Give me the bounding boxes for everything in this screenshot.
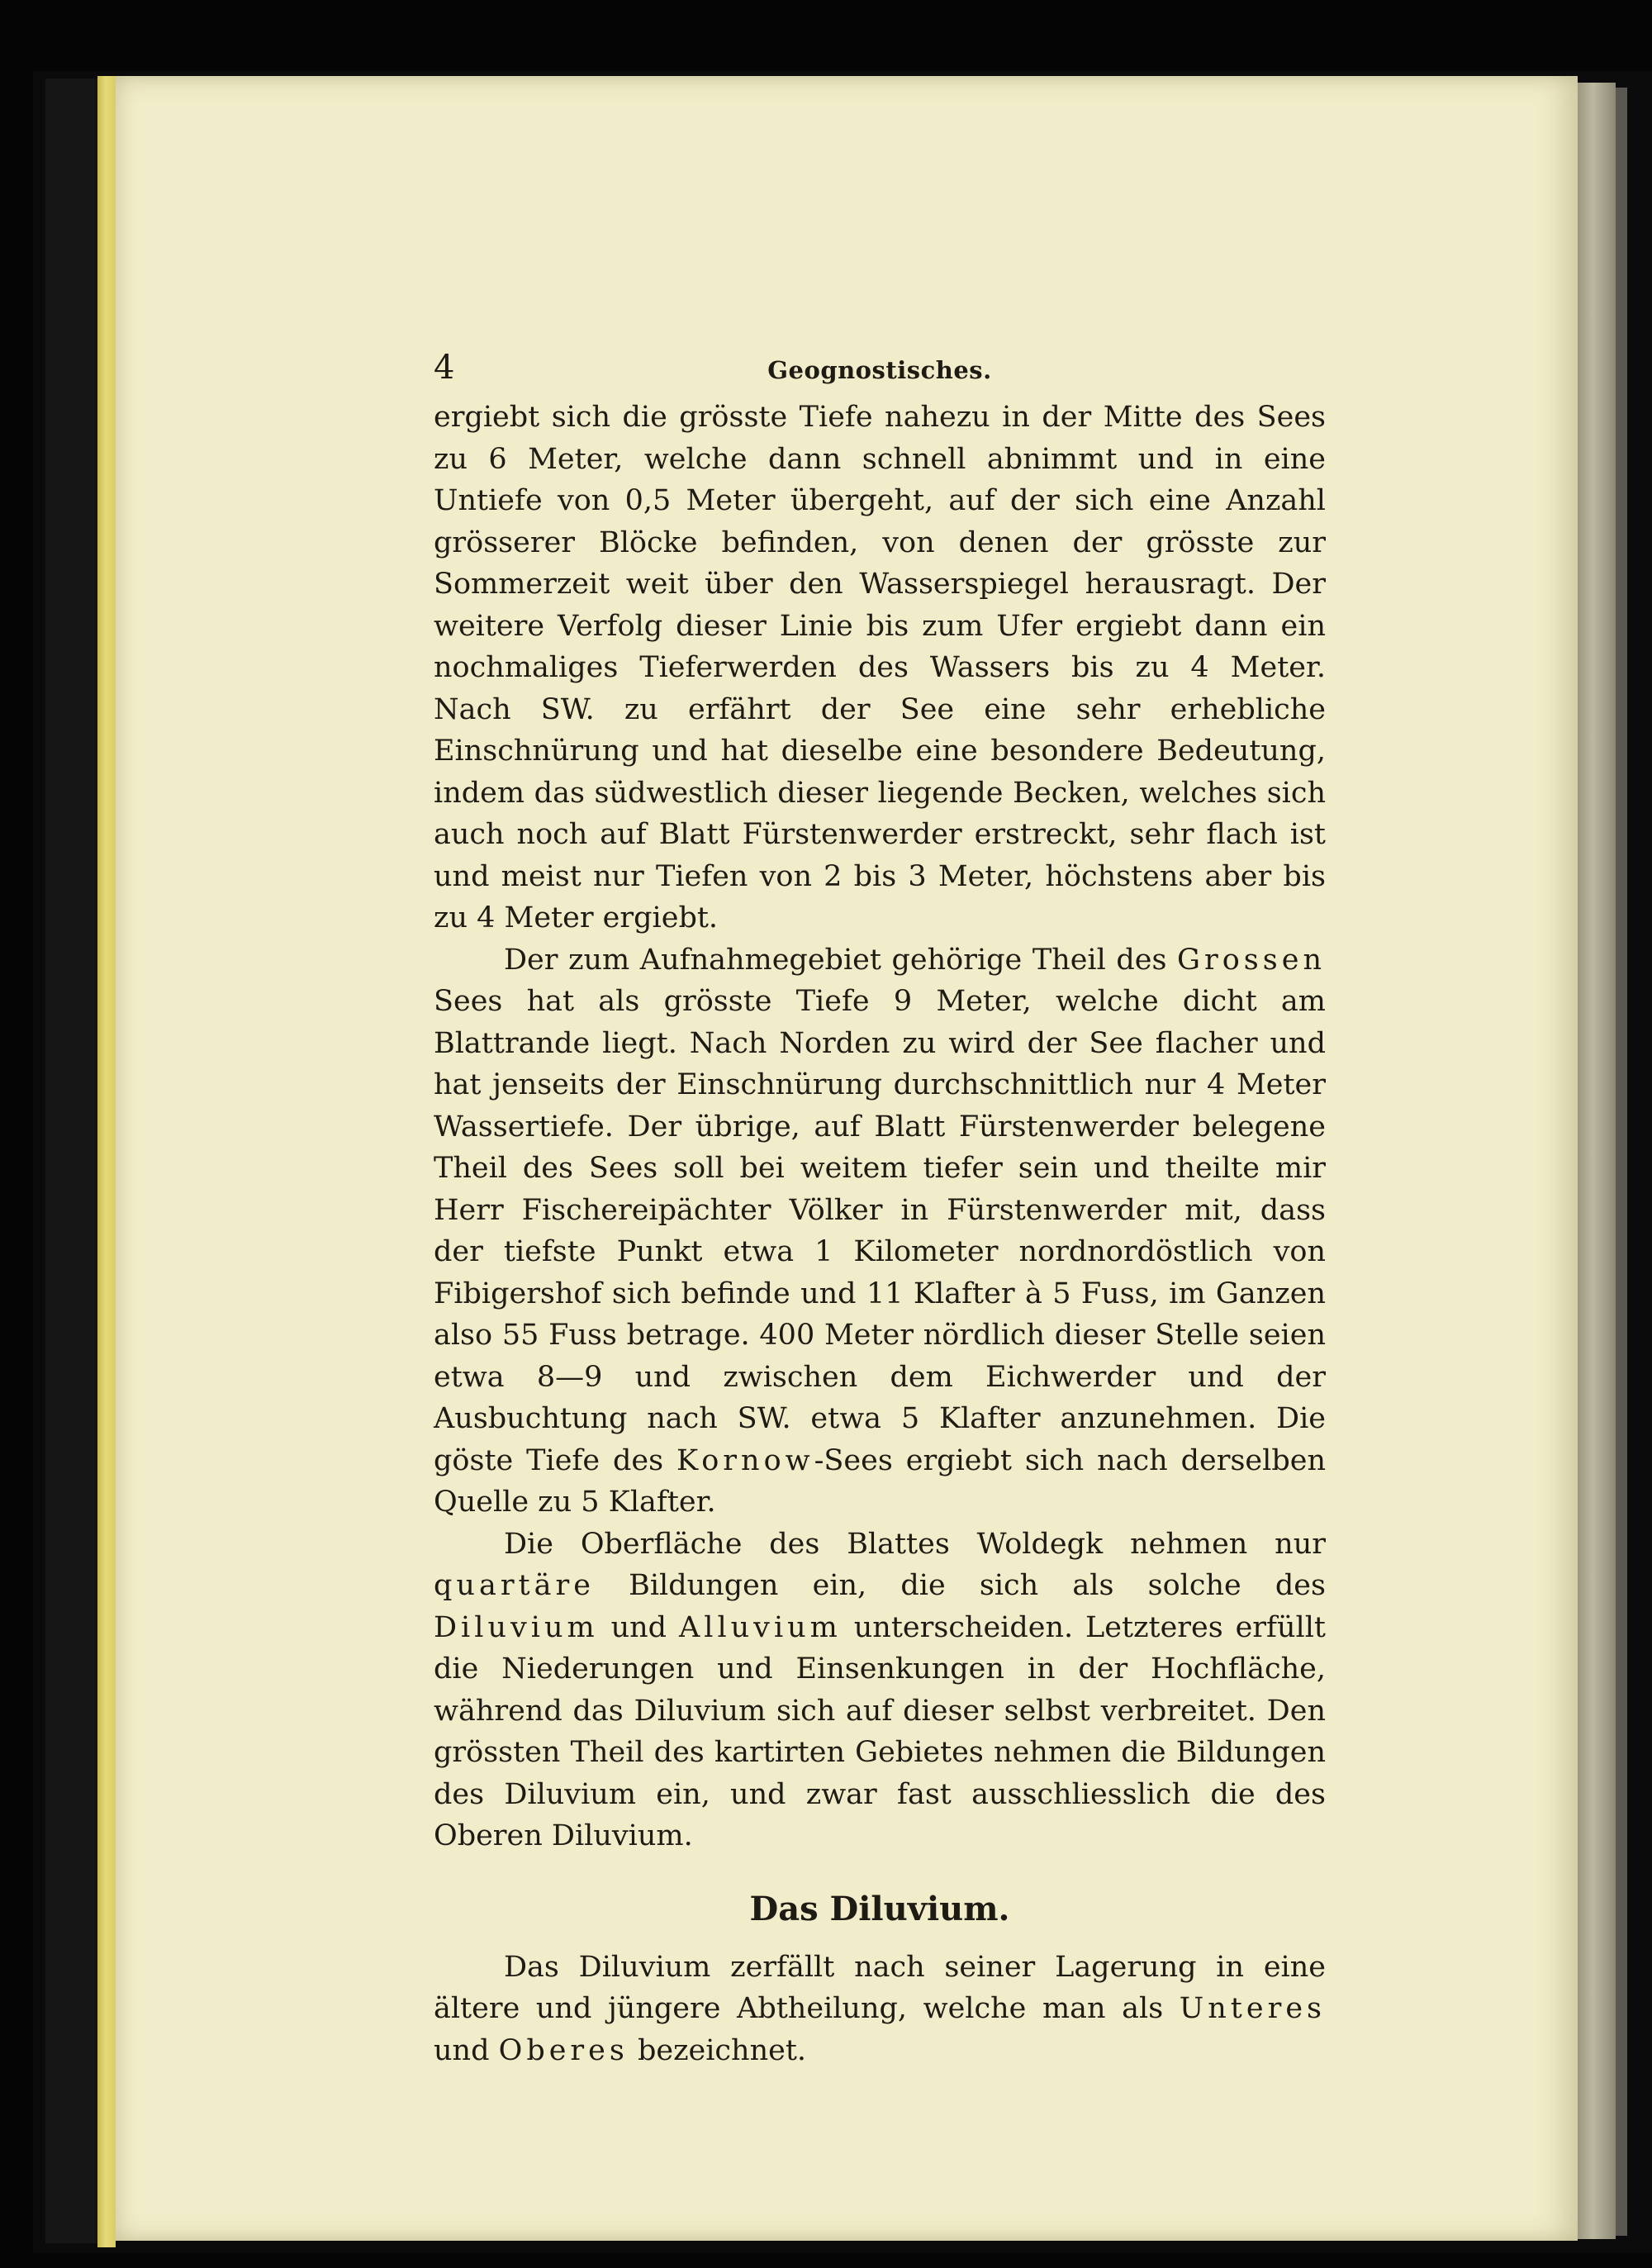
cover-spine-edge [45,78,101,2243]
text-run: Bildungen ein, die sich als solche des [594,1569,1326,1602]
page-header [434,347,1326,397]
paragraph-4 [434,1947,1326,2072]
text-run: Das Diluvium zerfällt nach seiner Lagerung in eine ältere und jüngere Abtheilung, welche man als [434,1950,1326,2025]
text-run: und [598,1610,679,1644]
text-run: Der zum Aufnahmegebiet gehörige Theil des [504,943,1178,977]
spaced-text: quartäre [434,1569,595,1602]
paragraph-3 [434,1524,1326,1857]
page-text [434,347,1326,2071]
page-gilt-edge [97,76,116,2247]
text-run: bezeichnet. [628,2033,807,2067]
text-run: -Sees ergiebt sich nach derselben Quelle zu 5 Klafter. [434,1443,1326,1519]
facing-page-edge [1578,83,1616,2239]
paragraph-2 [434,939,1326,1524]
facing-cover-edge [1616,88,1627,2236]
running-title: Geognostisches. [767,356,992,384]
text-run: Die Oberfläche des Blattes Woldegk nehmen nur [504,1527,1326,1561]
spaced-text: Unteres [1179,1992,1326,2025]
spaced-text: Alluvium [678,1610,842,1644]
spaced-text: Oberes [498,2033,629,2067]
spaced-text: Kornow [676,1443,814,1477]
paragraph-1: ergiebt sich die grösste Tiefe nahezu in der Mitte des Sees zu 6 Meter, welche dann schnell abnimmt und in eine Untiefe von 0,5 Meter übergeht, auf der sich eine Anzahl grösserer Blöcke befinden, von denen der grösste zur Sommerzeit weit über den Wasserspiegel herausragt. Der weitere Verfolg dieser Linie bis zum Ufer ergiebt dann ein nochmaliges Tieferwerden des Wassers bis zu 4 Meter. Nach SW. zu erfährt der See eine sehr erhebliche Einschnürung und hat dieselbe eine besondere Bedeutung, indem das südwestlich dieser liegende Becken, welches sich auch noch auf Blatt Fürstenwerder erstreckt, sehr flach ist und meist nur Tiefen von 2 bis 3 Meter, höchstens aber bis zu 4 Meter ergiebt. [434,401,1326,934]
section-heading: Das Diluvium. [749,1889,1010,1928]
text-run: und [434,2033,499,2067]
spaced-text: Diluvium [434,1610,599,1644]
page-number: 4 [434,349,455,387]
spaced-text: Grossen [1177,943,1326,977]
text-run: unterscheiden. Letzteres erfüllt die Niederungen und Einsenkungen in der Hochfläche, während das Diluvium sich auf dieser selbst verbreitet. Den grössten Theil des kartirten Gebietes nehmen die Bildungen des Diluvium ein, und zwar fast ausschliesslich die des Oberen Diluvium. [434,1610,1326,1852]
text-run: Sees hat als grösste Tiefe 9 Meter, welche dicht am Blattrande liegt. Nach Norden zu wird der See flacher und hat jenseits der Einschnürung durchschnittlich nur 4 Meter Wassertiefe. Der übrige, auf Blatt Fürstenwerder belegene Theil des Sees soll bei weitem tiefer sein und theilte mir Herr Fischereipächter Völker in Fürstenwerder mit, dass der tiefste Punkt etwa 1 Kilometer nordnordöstlich von Fibigershof sich befinde und 11 Klafter à 5 Fuss, im Ganzen also 55 Fuss betrage. 400 Meter nördlich dieser Stelle seien etwa 8—9 und zwischen dem Eichwerder und der Ausbuchtung nach SW. etwa 5 Klafter anzunehmen. Die göste Tiefe des [434,985,1326,1477]
